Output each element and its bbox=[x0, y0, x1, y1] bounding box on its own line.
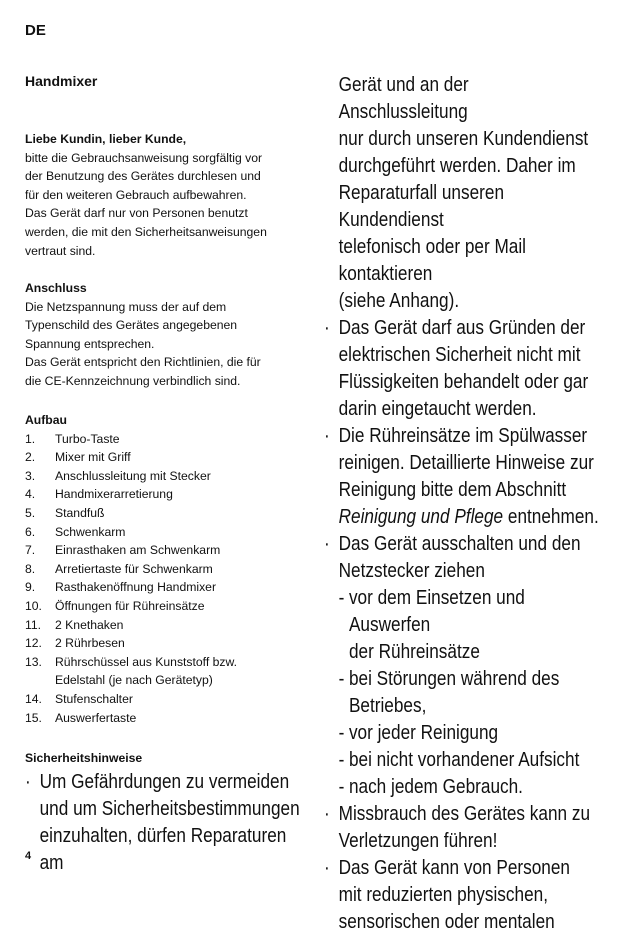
bullet-item bbox=[324, 423, 599, 531]
list-number: 9. bbox=[25, 580, 36, 595]
dash-line: vor dem Einsetzen und Auswerfen bbox=[348, 587, 525, 636]
list-text: Arretiertaste für Schwenkarm bbox=[55, 561, 213, 576]
list-number: 13. bbox=[25, 654, 42, 669]
list-number: 12. bbox=[25, 636, 42, 651]
bullet-line: durchgeführt werden. Daher im bbox=[338, 155, 576, 177]
list-item bbox=[25, 541, 310, 560]
list-number: 4. bbox=[25, 487, 36, 502]
list-item bbox=[25, 504, 310, 523]
list-number: 2. bbox=[25, 450, 36, 465]
list-item bbox=[25, 485, 310, 504]
anschluss-heading: Anschluss bbox=[25, 281, 87, 295]
list-number: 11. bbox=[25, 617, 42, 632]
bullet-line: Das Gerät kann von Personen bbox=[338, 857, 571, 879]
list-text: Stufenschalter bbox=[55, 691, 133, 706]
continued-text bbox=[324, 72, 599, 315]
bullet-marker: · bbox=[324, 425, 330, 447]
dash-marker: - bbox=[338, 722, 345, 744]
bullet-line: Missbrauch des Gerätes kann zu bbox=[338, 803, 591, 825]
list-text: Anschlussleitung mit Stecker bbox=[55, 468, 211, 483]
dash-marker: - bbox=[338, 749, 345, 771]
greeting-line: der Benutzung des Gerätes durchlesen und bbox=[25, 169, 261, 184]
bullet-line: Reinigung bitte dem Abschnitt bbox=[338, 479, 567, 501]
list-number: 1. bbox=[25, 431, 36, 446]
bullet-line: und um Sicherheitsbestimmungen bbox=[39, 798, 300, 820]
bullet-line: Verletzungen führen! bbox=[338, 830, 498, 852]
aufbau-heading: Aufbau bbox=[25, 413, 67, 427]
dash-line: der Rühreinsätze bbox=[348, 641, 480, 663]
dash-item bbox=[339, 585, 600, 666]
sicherheit-heading: Sicherheitshinweise bbox=[25, 751, 143, 765]
list-text: Einrasthaken am Schwenkarm bbox=[55, 543, 221, 558]
greeting-line: vertraut sind. bbox=[25, 243, 96, 258]
list-text: Rasthakenöffnung Handmixer bbox=[55, 580, 217, 595]
list-item bbox=[25, 467, 310, 486]
greeting-line: für den weiteren Gebrauch aufbewahren. bbox=[25, 187, 247, 202]
anschluss-line: Die Netzspannung muss der auf dem bbox=[25, 299, 227, 314]
anschluss-line: Spannung entsprechen. bbox=[25, 336, 155, 351]
list-number: 3. bbox=[25, 468, 36, 483]
dash-line: bei Störungen während des bbox=[348, 668, 560, 690]
list-text-line: Rührschüssel aus Kunststoff bzw. bbox=[55, 654, 238, 669]
aufbau-section bbox=[25, 411, 310, 727]
list-text-line: Edelstahl (je nach Gerätetyp) bbox=[55, 673, 213, 688]
bullet-line: Netzstecker ziehen bbox=[338, 560, 485, 582]
list-item bbox=[25, 578, 310, 597]
bullet-line: Das Gerät darf aus Gründen der bbox=[338, 317, 586, 339]
bullet-line: Das Gerät ausschalten und den bbox=[338, 533, 581, 555]
anschluss-line: Das Gerät entspricht den Richtlinien, die für bbox=[25, 355, 261, 370]
bullet-item bbox=[324, 855, 599, 936]
list-text: Mixer mit Griff bbox=[55, 450, 131, 465]
list-text: 2 Knethaken bbox=[55, 617, 124, 632]
page-title: Handmixer bbox=[25, 73, 98, 89]
bullet-line: telefonisch oder per Mail kontaktieren bbox=[338, 236, 527, 285]
dash-item bbox=[339, 720, 600, 747]
bullet-line: (siehe Anhang). bbox=[338, 290, 460, 312]
greeting-line: werden, die mit den Sicherheitsanweisungen bbox=[25, 224, 267, 239]
bullet-line: Gerät und an der Anschlussleitung bbox=[338, 74, 469, 123]
list-text: Auswerfertaste bbox=[55, 710, 137, 725]
bullet-line bbox=[339, 504, 600, 531]
list-number: 14. bbox=[25, 691, 42, 706]
anschluss-line: die CE-Kennzeichnung verbindlich sind. bbox=[25, 373, 241, 388]
list-item bbox=[25, 709, 310, 728]
dash-item bbox=[339, 774, 600, 801]
list-number: 6. bbox=[25, 524, 36, 539]
list-item bbox=[25, 523, 310, 542]
list-number: 10. bbox=[25, 598, 42, 613]
dash-item bbox=[339, 747, 600, 774]
bullet-line: sensorischen oder mentalen bbox=[338, 911, 555, 933]
bullet-line: einzuhalten, dürfen Reparaturen am bbox=[39, 825, 287, 874]
dash-line: bei nicht vorhandener Aufsicht bbox=[348, 749, 580, 771]
bullet-marker: · bbox=[324, 803, 330, 825]
dash-line: Betriebes, bbox=[348, 695, 427, 717]
list-item bbox=[25, 430, 310, 449]
bullet-line: mit reduzierten physischen, bbox=[338, 884, 548, 906]
bullet-line: reinigen. Detaillierte Hinweise zur bbox=[338, 452, 594, 474]
bullet-marker: · bbox=[324, 533, 330, 555]
bullet-item bbox=[25, 769, 300, 877]
greeting-line: Das Gerät darf nur von Personen benutzt bbox=[25, 206, 248, 221]
list-item bbox=[25, 690, 310, 709]
list-text: 2 Rührbesen bbox=[55, 636, 125, 651]
bullet-item bbox=[324, 531, 599, 801]
list-item bbox=[25, 653, 310, 690]
bullet-marker: · bbox=[324, 317, 330, 339]
bullet-line: nur durch unseren Kundendienst bbox=[338, 128, 589, 150]
list-item bbox=[25, 634, 310, 653]
bullet-line: elektrischen Sicherheit nicht mit bbox=[338, 344, 581, 366]
list-number: 8. bbox=[25, 561, 36, 576]
list-item bbox=[25, 560, 310, 579]
safety-bullet-1 bbox=[25, 769, 300, 877]
bullet-marker: · bbox=[25, 771, 31, 793]
bullet-item bbox=[324, 315, 599, 423]
greeting-heading: Liebe Kundin, lieber Kunde, bbox=[25, 132, 187, 146]
bullet-text: entnehmen. bbox=[503, 506, 599, 528]
language-code: DE bbox=[25, 22, 46, 39]
dash-line: nach jedem Gebrauch. bbox=[348, 776, 523, 798]
dash-line: vor jeder Reinigung bbox=[348, 722, 499, 744]
page-number: 4 bbox=[25, 850, 32, 862]
bullet-marker: · bbox=[324, 857, 330, 879]
section-reference: Reinigung und Pflege bbox=[338, 506, 504, 528]
bullet-line: Flüssigkeiten behandelt oder gar bbox=[338, 371, 589, 393]
dash-item bbox=[339, 666, 600, 720]
anschluss-line: Typenschild des Gerätes angegebenen bbox=[25, 318, 238, 333]
list-text: Standfuß bbox=[55, 505, 105, 520]
greeting-section bbox=[25, 130, 310, 260]
list-text: Turbo-Taste bbox=[55, 431, 120, 446]
bullet-item bbox=[324, 801, 599, 855]
bullet-line: Reparaturfall unseren Kundendienst bbox=[338, 182, 505, 231]
dash-marker: - bbox=[338, 668, 345, 690]
right-column bbox=[324, 72, 599, 936]
list-text: Handmixerarretierung bbox=[55, 487, 173, 502]
bullet-line: darin eingetaucht werden. bbox=[338, 398, 537, 420]
dash-marker: - bbox=[338, 587, 345, 609]
list-text: Öffnungen für Rühreinsätze bbox=[55, 598, 205, 613]
list-text: Schwenkarm bbox=[55, 524, 126, 539]
bullet-line: Um Gefährdungen zu vermeiden bbox=[39, 771, 290, 793]
list-item bbox=[25, 616, 310, 635]
list-item bbox=[25, 597, 310, 616]
bullet-line: Die Rühreinsätze im Spülwasser bbox=[338, 425, 588, 447]
list-item bbox=[25, 448, 310, 467]
anschluss-section bbox=[25, 279, 310, 391]
list-number: 7. bbox=[25, 543, 36, 558]
list-text bbox=[55, 653, 310, 690]
dash-marker: - bbox=[338, 776, 345, 798]
greeting-line: bitte die Gebrauchsanweisung sorgfältig vor bbox=[25, 150, 263, 165]
list-number: 15. bbox=[25, 710, 42, 725]
list-number: 5. bbox=[25, 505, 36, 520]
